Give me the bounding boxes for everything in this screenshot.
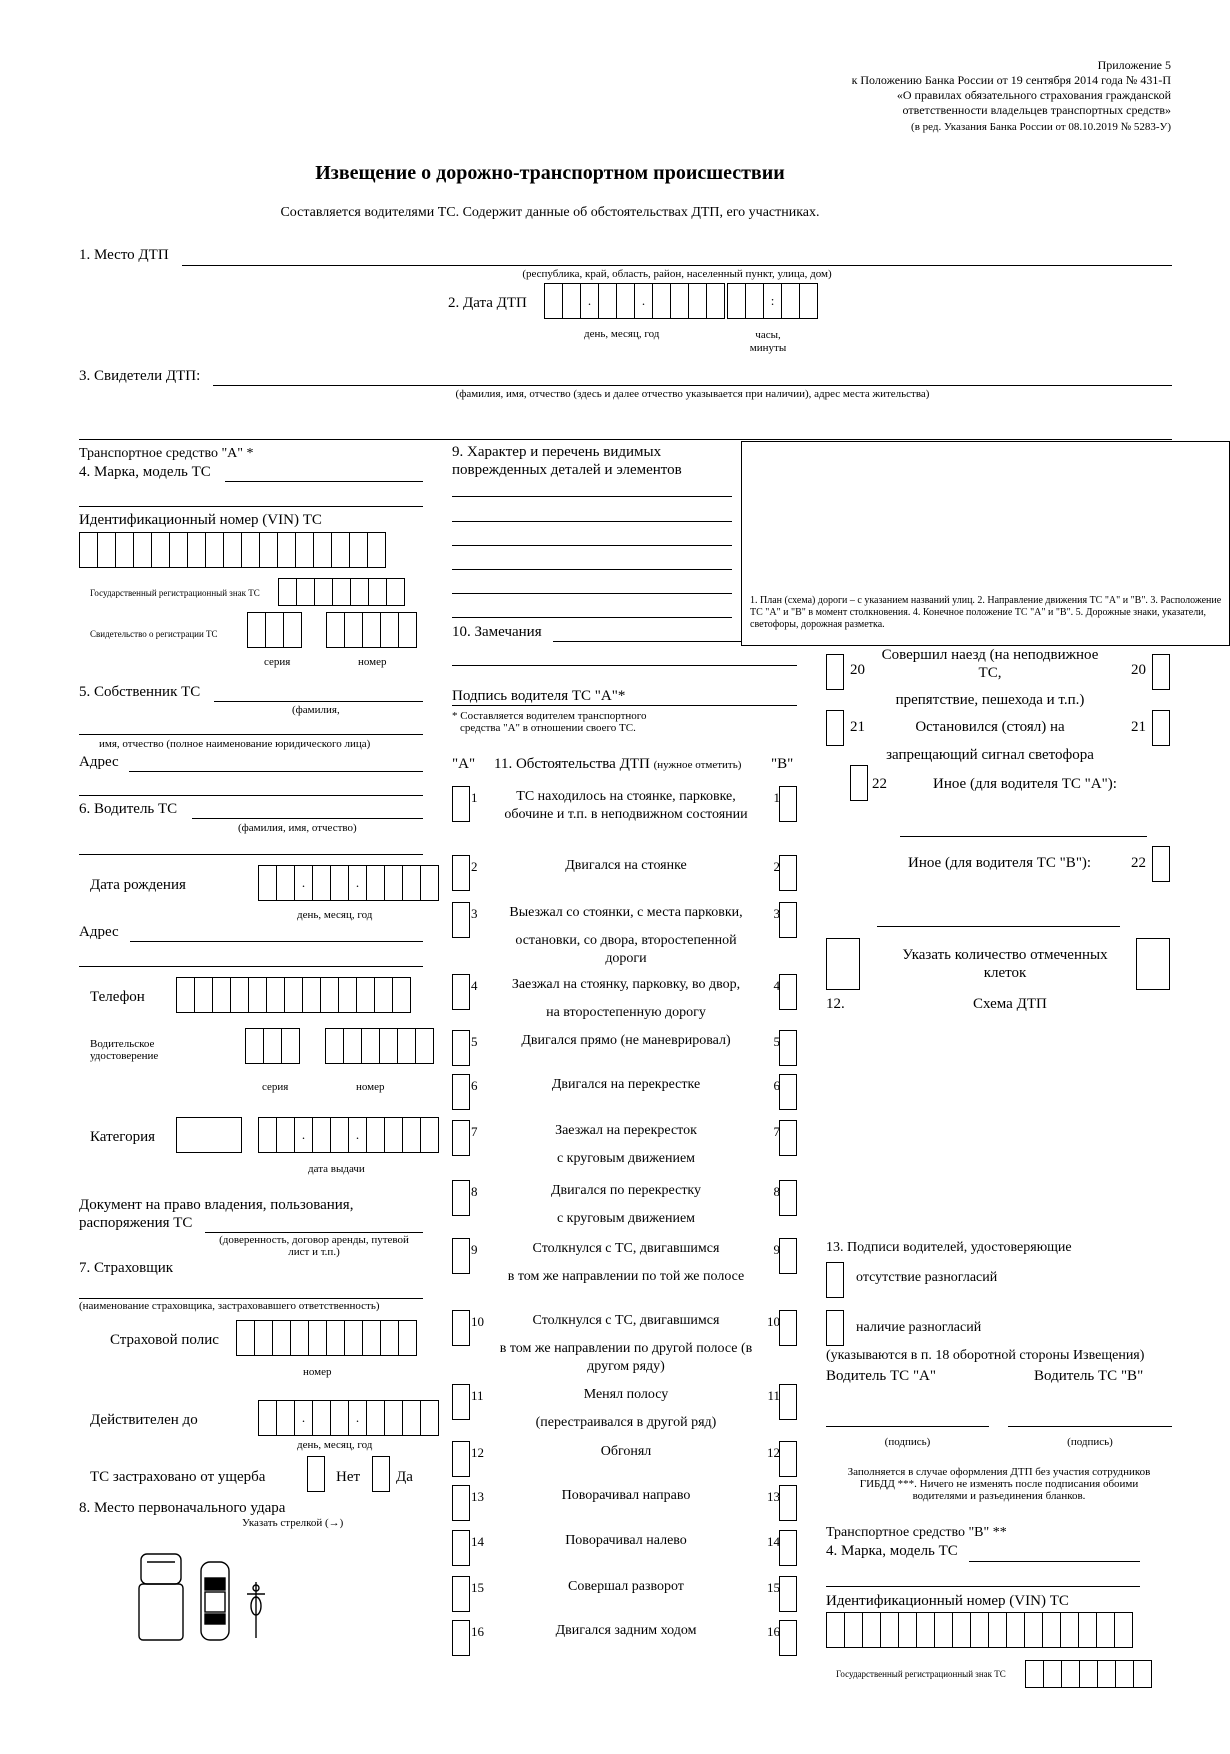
driver-a-signature-line[interactable] bbox=[826, 1426, 989, 1427]
scheme-instructions-panel bbox=[741, 441, 1230, 646]
circumstance-text-2: с круговым движением bbox=[556, 1151, 696, 1166]
circumstance-b-checkbox[interactable] bbox=[779, 1485, 797, 1521]
phone-label: Телефон bbox=[90, 989, 145, 1005]
item-21-a-num: 21 bbox=[850, 719, 865, 735]
circumstance-b-checkbox[interactable] bbox=[779, 1120, 797, 1156]
policy-hint: номер bbox=[303, 1366, 332, 1378]
circumstance-b-num: 1 bbox=[773, 790, 780, 805]
signatures-title: 13. Подписи водителей, удостоверяющие bbox=[826, 1240, 1072, 1255]
circumstance-text: Столкнулся с ТС, двигавшимся bbox=[532, 1313, 720, 1328]
vehicle-b-plate-cells[interactable] bbox=[1025, 1660, 1151, 1688]
owner-hint-1: (фамилия, bbox=[292, 704, 340, 716]
circumstance-text: Двигался задним ходом bbox=[555, 1623, 697, 1638]
driver-hint: (фамилия, имя, отчество) bbox=[238, 822, 357, 834]
circumstance-a-num: 8 bbox=[471, 1184, 478, 1199]
cert-number-hint: номер bbox=[358, 656, 387, 668]
witnesses-label: 3. Свидетели ДТП: bbox=[79, 368, 201, 384]
circumstance-text: Поворачивал налево bbox=[565, 1533, 687, 1548]
ownership-doc-hint: (доверенность, договор аренды, путевой лист и т.п.) bbox=[219, 1234, 409, 1258]
truck-icon[interactable] bbox=[139, 1554, 183, 1640]
item-22-a-text: Иное (для водителя ТС "А"): bbox=[933, 776, 1117, 792]
circumstances-col-a: "А" bbox=[452, 756, 476, 772]
circumstance-text: Двигался прямо (не маневрировал) bbox=[521, 1033, 731, 1048]
regulation-title-line1: «О правилах обязательного страхования гражданской bbox=[896, 88, 1171, 102]
item-20-b-checkbox[interactable] bbox=[1152, 654, 1170, 690]
vehicle-b-make-label: 4. Марка, модель ТС bbox=[826, 1543, 958, 1559]
circumstances-col-b: "В" bbox=[771, 756, 794, 772]
license-series-hint: серия bbox=[262, 1081, 289, 1093]
vehicle-a-make-field-2[interactable] bbox=[79, 506, 423, 507]
circumstance-b-checkbox[interactable] bbox=[779, 1180, 797, 1216]
circumstance-a-num: 2 bbox=[471, 859, 478, 874]
driver-a-signature-label: Подпись водителя ТС "А"* bbox=[452, 688, 626, 704]
vehicle-a-vin-cells[interactable] bbox=[79, 532, 385, 568]
date-hint: день, месяц, год bbox=[584, 328, 660, 340]
circumstance-a-checkbox[interactable] bbox=[452, 1530, 470, 1566]
license-number-cells[interactable] bbox=[325, 1028, 433, 1064]
item-21-text: Остановился (стоял) на bbox=[915, 719, 1065, 735]
circumstance-text-2: с круговым движением bbox=[556, 1211, 696, 1226]
circumstance-a-num: 14 bbox=[471, 1534, 484, 1549]
driver-b-signature-line[interactable] bbox=[1008, 1426, 1172, 1427]
circumstance-b-num: 2 bbox=[773, 859, 780, 874]
license-label: Водительское удостоверение bbox=[90, 1038, 159, 1062]
circumstance-a-checkbox[interactable] bbox=[452, 1074, 470, 1110]
circumstance-a-num: 12 bbox=[471, 1445, 484, 1460]
vehicle-a-plate-cells[interactable] bbox=[278, 578, 404, 606]
owner-address-field-2[interactable] bbox=[79, 795, 423, 796]
circumstance-a-checkbox[interactable] bbox=[452, 1180, 470, 1216]
item-20-a-num: 20 bbox=[850, 662, 865, 678]
revision-note: (в ред. Указания Банка России от 08.10.2019 № 5283-У) bbox=[911, 121, 1171, 133]
driver-b-sign-hint: (подпись) bbox=[1067, 1436, 1113, 1448]
witnesses-hint: (фамилия, имя, отчество (здесь и далее отчество указывается при наличии), адрес места жительства) bbox=[455, 388, 930, 400]
circumstance-text: Двигался на стоянке bbox=[565, 858, 687, 873]
circumstance-a-num: 3 bbox=[471, 906, 478, 921]
remarks-label: 10. Замечания bbox=[452, 624, 542, 640]
circumstance-a-checkbox[interactable] bbox=[452, 902, 470, 938]
vehicle-a-cert-number-cells[interactable] bbox=[326, 612, 416, 648]
circumstance-b-num: 13 bbox=[767, 1489, 780, 1504]
item-20-b-num: 20 bbox=[1131, 662, 1146, 678]
scheme-drawing-area[interactable] bbox=[826, 1020, 1172, 1230]
valid-until-label: Действителен до bbox=[90, 1412, 198, 1428]
ownership-doc-field[interactable] bbox=[205, 1232, 423, 1233]
driver-field-2[interactable] bbox=[79, 854, 423, 855]
circumstance-a-checkbox[interactable] bbox=[452, 1384, 470, 1420]
category-field[interactable] bbox=[176, 1117, 242, 1153]
item-20-text: Совершил наезд (на неподвижное ТС, bbox=[881, 647, 1099, 681]
circumstance-b-checkbox[interactable] bbox=[779, 1530, 797, 1566]
license-issue-date-cells[interactable]: . . bbox=[258, 1117, 438, 1153]
bicycle-icon[interactable] bbox=[247, 1582, 265, 1638]
vehicle-a-vin-label: Идентификационный номер (VIN) ТС bbox=[79, 512, 322, 528]
driver-label: 6. Водитель ТС bbox=[79, 801, 178, 817]
driver-a-signature-note: * Составляется водителем транспортного средства "А" в отношении своего ТС. bbox=[452, 710, 647, 734]
circumstance-a-checkbox[interactable] bbox=[452, 786, 470, 822]
circumstance-text: Двигался по перекрестку bbox=[550, 1183, 702, 1198]
circumstance-b-checkbox[interactable] bbox=[779, 902, 797, 938]
disagreement-label: наличие разногласий bbox=[856, 1320, 982, 1335]
scheme-instructions-text: 1. План (схема) дороги – с указанием названий улиц. 2. Направление движения ТС "А" и "В". 3. Расположение ТС "А" и "В" в момент столкновения. 4. Конечное положение ТС "А" и "В". 5. Дорожные знаки, указатели, светофоры, дорожная разметка. bbox=[750, 595, 1222, 630]
vehicle-silhouettes[interactable] bbox=[135, 1548, 275, 1644]
circumstance-a-num: 4 bbox=[471, 978, 478, 993]
circumstances-title: 11. Обстоятельства ДТП (нужное отметить) bbox=[494, 756, 742, 772]
circumstance-a-checkbox[interactable] bbox=[452, 1030, 470, 1066]
category-label: Категория bbox=[90, 1129, 155, 1145]
owner-field[interactable] bbox=[214, 701, 423, 702]
vehicle-b-make-field-2[interactable] bbox=[826, 1586, 1140, 1587]
circumstance-b-num: 14 bbox=[767, 1534, 780, 1549]
legal-reference bbox=[852, 58, 1171, 135]
circumstance-a-num: 16 bbox=[471, 1624, 484, 1639]
driver-a-sign-label: Водитель ТС "А" bbox=[826, 1368, 937, 1384]
damage-insured-no-label: Нет bbox=[336, 1469, 361, 1485]
damage-line-2[interactable] bbox=[452, 521, 732, 522]
circumstance-b-num: 15 bbox=[767, 1580, 780, 1595]
circumstance-b-num: 5 bbox=[773, 1034, 780, 1049]
circumstance-b-num: 11 bbox=[767, 1388, 780, 1403]
circumstance-text: Выезжал со стоянки, с места парковки, bbox=[509, 905, 743, 920]
damage-insured-yes-checkbox[interactable] bbox=[372, 1456, 390, 1492]
owner-address-label: Адрес bbox=[79, 754, 119, 770]
circumstance-b-checkbox[interactable] bbox=[779, 855, 797, 891]
circumstance-text-2: остановки, со двора, второстепенной дороги bbox=[515, 933, 737, 966]
vehicle-a-plate-label: Государственный регистрационный знак ТС bbox=[90, 588, 260, 598]
no-disagreement-label: отсутствие разногласий bbox=[856, 1270, 998, 1285]
circumstance-b-checkbox[interactable] bbox=[779, 1074, 797, 1110]
circumstance-b-checkbox[interactable] bbox=[779, 1238, 797, 1274]
circumstance-a-checkbox[interactable] bbox=[452, 855, 470, 891]
license-series-cells[interactable] bbox=[245, 1028, 299, 1064]
item-20-a-checkbox[interactable] bbox=[826, 654, 844, 690]
vehicle-b-plate-label: Государственный регистрационный знак ТС bbox=[836, 1669, 1006, 1679]
accident-place-field[interactable] bbox=[182, 265, 1172, 266]
circumstance-b-checkbox[interactable] bbox=[779, 1620, 797, 1656]
circumstance-text-2: в том же направлении по другой полосе (в другом ряду) bbox=[499, 1341, 753, 1374]
damage-line-1[interactable] bbox=[452, 496, 732, 497]
circumstance-a-checkbox[interactable] bbox=[452, 1310, 470, 1346]
vehicle-a-make-label: 4. Марка, модель ТС bbox=[79, 464, 211, 480]
damage-insured-no-checkbox[interactable] bbox=[307, 1456, 325, 1492]
item-20-text-2: препятствие, пешехода и т.п.) bbox=[895, 692, 1085, 708]
driver-a-signature-field[interactable] bbox=[452, 705, 797, 706]
circumstance-a-num: 6 bbox=[471, 1078, 478, 1093]
circumstance-text: Обгонял bbox=[600, 1444, 652, 1459]
insurer-field[interactable] bbox=[79, 1298, 423, 1299]
circumstance-text: Столкнулся с ТС, двигавшимся bbox=[532, 1241, 720, 1256]
driver-address-field[interactable] bbox=[130, 941, 423, 942]
circumstance-b-num: 6 bbox=[773, 1078, 780, 1093]
item-22-a-checkbox[interactable] bbox=[850, 765, 868, 801]
vehicle-b-vin-label: Идентификационный номер (VIN) ТС bbox=[826, 1593, 1069, 1609]
policy-label: Страховой полис bbox=[110, 1332, 219, 1348]
item-21-b-checkbox[interactable] bbox=[1152, 710, 1170, 746]
witnesses-field-line2[interactable] bbox=[79, 439, 1172, 440]
circumstance-b-num: 8 bbox=[773, 1184, 780, 1199]
disagreement-note: (указываются в п. 18 оборотной стороны Извещения) bbox=[826, 1348, 1145, 1363]
no-disagreement-checkbox[interactable] bbox=[826, 1262, 844, 1298]
car-icon[interactable] bbox=[201, 1562, 229, 1640]
impact-point-label: 8. Место первоначального удара bbox=[79, 1500, 286, 1516]
accident-place-label: 1. Место ДТП bbox=[79, 247, 169, 263]
vehicle-a-title: Транспортное средство "А" * bbox=[79, 446, 254, 461]
count-b-field[interactable] bbox=[1136, 938, 1170, 990]
scheme-num: 12. bbox=[826, 996, 845, 1012]
accident-time-cells[interactable]: : bbox=[727, 283, 817, 319]
circumstance-text: Менял полосу bbox=[583, 1387, 669, 1402]
vehicle-b-vin-cells[interactable] bbox=[826, 1612, 1132, 1648]
circumstance-b-checkbox[interactable] bbox=[779, 974, 797, 1010]
circumstance-text: Заезжал на стоянку, парковку, во двор, bbox=[511, 977, 741, 992]
issue-date-hint: дата выдачи bbox=[308, 1163, 365, 1175]
owner-field-2[interactable] bbox=[79, 734, 423, 735]
circumstance-text: ТС находилось на стоянке, парковке, обочине и т.п. в неподвижном состоянии bbox=[504, 789, 748, 822]
damage-line-6[interactable] bbox=[452, 617, 732, 618]
item-22-b-num: 22 bbox=[1131, 855, 1146, 871]
circumstance-text: Заезжал на перекресток bbox=[555, 1123, 697, 1138]
accident-date-label: 2. Дата ДТП bbox=[448, 295, 527, 311]
damage-line-5[interactable] bbox=[452, 593, 732, 594]
circumstance-b-num: 12 bbox=[767, 1445, 780, 1460]
insurer-hint: (наименование страховщика, застраховавшего ответственность) bbox=[79, 1300, 380, 1312]
circumstance-a-num: 1 bbox=[471, 790, 478, 805]
regulation-title-line2: ответственности владельцев транспортных средств» bbox=[902, 103, 1171, 117]
circumstance-text-2: на второстепенную дорогу bbox=[546, 1005, 706, 1020]
vehicle-b-make-field[interactable] bbox=[969, 1561, 1140, 1562]
birth-date-label: Дата рождения bbox=[90, 877, 186, 893]
circumstance-a-num: 13 bbox=[471, 1489, 484, 1504]
circumstance-text-2: (перестраивался в другой ряд) bbox=[535, 1415, 717, 1430]
scheme-title: Схема ДТП bbox=[973, 996, 1047, 1012]
owner-address-field[interactable] bbox=[129, 771, 423, 772]
valid-until-cells[interactable]: . . bbox=[258, 1400, 438, 1436]
circumstance-b-checkbox[interactable] bbox=[779, 786, 797, 822]
circumstance-b-num: 10 bbox=[767, 1314, 780, 1329]
item-21-b-num: 21 bbox=[1131, 719, 1146, 735]
item-22-b-field[interactable] bbox=[877, 926, 1120, 927]
policy-cells[interactable] bbox=[236, 1320, 416, 1356]
insurer-label: 7. Страховщик bbox=[79, 1260, 174, 1276]
circumstance-b-checkbox[interactable] bbox=[779, 1310, 797, 1346]
completion-note: Заполняется в случае оформления ДТП без участия сотрудников ГИБДД ***. Ничего не изменять после подписания обоими водителями и разъединения бланков. bbox=[847, 1466, 1151, 1502]
circumstance-b-checkbox[interactable] bbox=[779, 1030, 797, 1066]
accident-date-cells[interactable]: . . bbox=[544, 283, 724, 319]
vehicle-a-cert-label: Свидетельство о регистрации ТС bbox=[90, 629, 218, 639]
accident-place-hint: (республика, край, область, район, населенный пункт, улица, дом) bbox=[522, 268, 832, 280]
birth-date-hint: день, месяц, год bbox=[297, 909, 373, 921]
circumstance-a-num: 11 bbox=[471, 1388, 484, 1403]
birth-date-cells[interactable]: . . bbox=[258, 865, 438, 901]
circumstance-a-checkbox[interactable] bbox=[452, 1576, 470, 1612]
circumstance-b-checkbox[interactable] bbox=[779, 1384, 797, 1420]
count-a-field[interactable] bbox=[826, 938, 860, 990]
item-22-a-field[interactable] bbox=[900, 836, 1147, 837]
circumstance-a-num: 9 bbox=[471, 1242, 478, 1257]
witnesses-field[interactable] bbox=[213, 385, 1172, 386]
appendix-label: Приложение 5 bbox=[1097, 58, 1171, 72]
item-22-a-num: 22 bbox=[872, 776, 887, 792]
damage-insured-yes-label: Да bbox=[396, 1469, 413, 1485]
circumstance-b-num: 3 bbox=[773, 906, 780, 921]
valid-until-hint: день, месяц, год bbox=[297, 1439, 373, 1451]
cert-series-hint: серия bbox=[264, 656, 291, 668]
circumstance-b-num: 7 bbox=[773, 1124, 780, 1139]
circumstance-text: Совершал разворот bbox=[568, 1579, 684, 1594]
circumstance-text-2: в том же направлении по той же полосе bbox=[507, 1269, 745, 1284]
driver-b-sign-label: Водитель ТС "В" bbox=[1034, 1368, 1144, 1384]
damage-insured-label: ТС застраховано от ущерба bbox=[90, 1469, 266, 1485]
vehicle-b-title: Транспортное средство "В" ** bbox=[826, 1525, 1007, 1540]
driver-field[interactable] bbox=[192, 818, 423, 819]
driver-address-label: Адрес bbox=[79, 924, 119, 940]
license-number-hint: номер bbox=[356, 1081, 385, 1093]
page-subtitle: Составляется водителями ТС. Содержит данные об обстоятельствах ДТП, его участниках. bbox=[280, 205, 820, 220]
item-21-a-checkbox[interactable] bbox=[826, 710, 844, 746]
damage-list-label: 9. Характер и перечень видимых поврежденных деталей и элементов bbox=[452, 444, 682, 478]
circumstance-a-num: 7 bbox=[471, 1124, 478, 1139]
item-22-b-checkbox[interactable] bbox=[1152, 846, 1170, 882]
time-hint: часы, минуты bbox=[749, 329, 787, 354]
circumstance-b-checkbox[interactable] bbox=[779, 1441, 797, 1477]
ownership-doc-label: Документ на право владения, пользования, распоряжения ТС bbox=[79, 1197, 354, 1231]
regulation-line: к Положению Банка России от 19 сентября 2014 года № 431-П bbox=[851, 73, 1171, 87]
disagreement-checkbox[interactable] bbox=[826, 1310, 844, 1346]
owner-hint-2: имя, отчество (полное наименование юридического лица) bbox=[99, 738, 371, 750]
item-21-text-2: запрещающий сигнал светофора bbox=[886, 747, 1094, 763]
owner-label: 5. Собственник ТС bbox=[79, 684, 201, 700]
item-22-b-text: Иное (для водителя ТС "В"): bbox=[908, 855, 1092, 871]
driver-address-field-2[interactable] bbox=[79, 966, 423, 967]
damage-line-3[interactable] bbox=[452, 545, 732, 546]
circumstance-b-num: 9 bbox=[773, 1242, 780, 1257]
circumstance-b-checkbox[interactable] bbox=[779, 1576, 797, 1612]
circumstance-a-num: 10 bbox=[471, 1314, 484, 1329]
page-title: Извещение о дорожно-транспортном происшествии bbox=[315, 162, 785, 184]
circumstance-text: Поворачивал направо bbox=[561, 1488, 691, 1503]
circumstance-a-checkbox[interactable] bbox=[452, 1120, 470, 1156]
remarks-field-2[interactable] bbox=[452, 665, 797, 666]
circumstance-text: Двигался на перекрестке bbox=[551, 1077, 701, 1092]
circumstance-a-num: 15 bbox=[471, 1580, 484, 1595]
circumstance-a-num: 5 bbox=[471, 1034, 478, 1049]
vehicle-a-make-field[interactable] bbox=[225, 481, 423, 482]
count-label: Указать количество отмеченных клеток bbox=[902, 947, 1108, 981]
circumstance-a-checkbox[interactable] bbox=[452, 1485, 470, 1521]
vehicle-a-cert-series-cells[interactable] bbox=[247, 612, 301, 648]
circumstance-b-num: 16 bbox=[767, 1624, 780, 1639]
circumstance-a-checkbox[interactable] bbox=[452, 1620, 470, 1656]
damage-line-4[interactable] bbox=[452, 569, 732, 570]
circumstance-b-num: 4 bbox=[773, 978, 780, 993]
circumstance-a-checkbox[interactable] bbox=[452, 1441, 470, 1477]
circumstance-a-checkbox[interactable] bbox=[452, 1238, 470, 1274]
phone-cells[interactable] bbox=[176, 977, 410, 1013]
circumstance-a-checkbox[interactable] bbox=[452, 974, 470, 1010]
impact-point-hint: Указать стрелкой (→) bbox=[242, 1517, 344, 1529]
driver-a-sign-hint: (подпись) bbox=[884, 1436, 931, 1448]
